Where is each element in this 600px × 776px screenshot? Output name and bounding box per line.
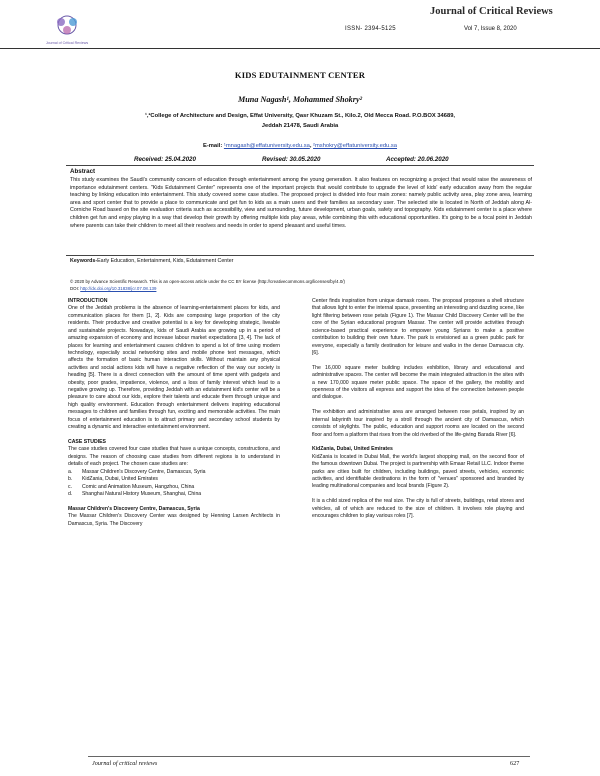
- email-link-2[interactable]: ²mshokry@effatuniversity.edu.sa: [313, 143, 398, 149]
- kidzania-paragraph-2: It is a child sized replica of the real size. The city is full of streets, buildings, retail stores and vehicles, all of which are reduced to the size of children. It involves role playing and encourages children to play various roles [7].: [312, 498, 524, 520]
- footer-divider: [88, 756, 530, 757]
- keywords-list: Early Education, Entertainment, Kids, Edutainment Center: [97, 258, 234, 264]
- left-column: [68, 298, 280, 528]
- kidzania-paragraph-1: KidZania is located in Dubai Mall, the world's largest shopping mall, on the second floor of the famous downtown Dubai. The project is partnership with Emaar Retail LLC. Indoor theme parks are cities built for children, including buildings, paved streets, vehicles, economic activities, and identifiable destinations in the form of "venues" sponsored and branded by leading multinational companies and local brands (Figure 2).: [312, 453, 524, 490]
- list-item: d. Shanghai Natural History Museum, Shanghai, China: [68, 490, 202, 497]
- introduction-heading: INTRODUCTION: [68, 298, 108, 304]
- received-date: Received: 25.04.2020: [134, 156, 196, 163]
- right-column: [312, 298, 524, 521]
- journal-logo-graphic: [44, 10, 90, 48]
- email-link-1[interactable]: ¹mnagash@effatuniversity.edu.sa: [223, 143, 310, 149]
- page-number: 627: [510, 760, 520, 767]
- massar-heading: Massar Children's Discovery Centre, Damascus, Syria: [68, 505, 200, 512]
- list-item: c. Comic and Animation Museum, Hangzhou, China: [68, 483, 195, 490]
- massar-text: The Massar Children's Discovery Center was designed by Henning Larsen Architects in Damascus, Syria. The Discovery: [68, 513, 280, 527]
- footer-journal-name: Journal of critical reviews: [92, 760, 158, 767]
- doi-label: DOI:: [70, 285, 81, 291]
- massar-paragraph-1: Center finds inspiration from unique damask roses. The proposal proposes a shell structure that allows light to enter the internal space, presenting an interesting and dazzling scene, like light filtering between rose petals (Figure 1). The Massar Child Discovery Center will be the core of the Syrian educational program Massar. The center will provide activities through science-based practical experience to empower young Syrians to make a positive contribution to building their own future. The park is envisioned as a green public park for everyone, especially a family destination for leisure and walks in the dense Damascus city. [6].: [312, 298, 524, 356]
- journal-logo: [44, 10, 90, 48]
- license-line: © 2020 by Advance Scientific Research. This is an open-access article under the CC BY license (http://creativecommons.org/licenses/by/4.0/): [70, 279, 345, 284]
- list-item: a. Massar Children's Discovery Centre, Damascus, Syria: [68, 468, 206, 475]
- paper-title: KIDS EDUTAINMENT CENTER: [234, 70, 366, 80]
- list-item: b. KidZania, Dubai, United Emirates: [68, 476, 159, 483]
- authors: Muna Nagash¹, Mohammed Shokry²: [237, 95, 363, 104]
- massar-paragraph-3: The exhibition and administrative area are arranged between rose petals, inspired by an internal labyrinth tour inspired by a stroll through the ancient city of Damascus, which consists of skylights. The public, education and support rooms are located on the second floor and form a platform that rises from the old riverbed of the life-giving Barada River [6].: [312, 409, 524, 438]
- case-study-list: [68, 469, 280, 499]
- abstract-text: This study examines the Saudi's community concern of education through entertainment among the young generation. It also features on recognizing a project that would raise the awareness of importance edutainment centers. "Kids Edutainment Center" represents one of the important projects that would contribute to upgrade the level of kids' early education away from the regular teaching by linking education into entertainment. This study covered some case studies. The proposed project is divided into four main zones: namely public activity area, play zone area, learning area and sport center that to provide a place to communicate and get fun to kids as a main users and their families as secondary user. The selected site is located in North of Jeddah along Al-Corniche Road based on the site evaluation criteria such as accessibility, view and surrounding, future development, urban goals, safety and topography. Kids edutainment center is a place where children get fun and enjoy playing in a way that develop their growth by offering multiple kids play areas, while combining this with educational opportunities. It's going to be a focal point in Jeddah where parents can take their children to meet all their resolves and needs in order to spend pleasant and useful times.: [70, 177, 532, 229]
- doi-link[interactable]: http://dx.doi.org/10.31838/jcr.07.08.139: [80, 285, 157, 291]
- keywords: [70, 258, 233, 264]
- affiliation-line-2: Jeddah 21478, Saudi Arabia: [261, 123, 339, 129]
- issn: ISSN- 2394-5125: [345, 26, 396, 32]
- case-studies-heading: CASE STUDIES: [68, 438, 106, 445]
- logo-caption: Journal of Critical Reviews: [45, 41, 89, 45]
- affiliation-line-1: ¹,²College of Architecture and Design, Effat University, Qasr Khuzam St., Kilo.2, Old Mecca Road. P.O.BOX 34689,: [144, 113, 456, 119]
- kidzania-heading: KidZania, Dubai, United Emirates: [312, 446, 393, 453]
- accepted-date: Accepted: 20.06.2020: [386, 156, 449, 163]
- journal-title: Journal of Critical Reviews: [430, 6, 553, 17]
- keywords-label: Keywords-: [70, 258, 98, 264]
- volume-issue: Vol 7, Issue 8, 2020: [464, 26, 517, 32]
- header-divider: [0, 48, 600, 49]
- doi-line: [70, 286, 532, 293]
- introduction-text: One of the Jeddah problems is the absence of learning-entertainment places for kids, and communication places for them [1, 2]. Kids are composing large proportion of the city residents. Their productive and creative potential is a key for developing strategic, liveable and sustainable projects. Nowadays, kids of Saudi Arabia are growing up in a period of amazing expansion of economy and increase labour market expectations [3, 4]. The lack of places for learning and entertainment causes children to spend a lot of time using modern technology, especially social networking sites and mobile phone text messages, which affects the formation of basic human interaction skills. Without maintain any physical activities and social actions kids will have a negative reflection of the way our society is heading [5]. There is a direct connection with the amount of time spent with gadgets and obesity, poor grades, impatience, violence, and a loss of family interest which lead to a negative growing up. Therefore, providing Jeddah with an edutainment kid's center will be a pleasure to care about our kids, explore their talents and educate them through unique and high quality environment. Education through entertainment delivers inspiring educational messages to children and families through fun, exciting and memorable activities. The main focus of entertainment education is to attract primary and secondary school students by creating a dynamic and interactive entertainment environment.: [68, 305, 280, 431]
- author-emails: E-mail: ¹mnagash@effatuniversity.edu.sa, ²mshokry@effatuniversity.edu.sa: [202, 143, 398, 149]
- case-studies-text: The case studies covered four case studies that have a unique concepts, constructions, and designs. The reason of choosing case studies from different regions is to understand in details of each project. The chosen case studies are:: [68, 446, 280, 468]
- revised-date: Revised: 30.05.2020: [262, 156, 321, 163]
- massar-paragraph-2: The 16,000 square meter building includes exhibition, library and educational and administrative spaces. The center will become the main integrated attraction in the sites with a new 170,000 square meter public space. The space of the gallery, the mobility and openness of the visitors all express and support the idea of the connection between people and dialogue.: [312, 364, 524, 401]
- email-label: E-mail:: [202, 143, 224, 149]
- abstract-heading: Abstract: [70, 168, 96, 175]
- copyright-notice: [70, 279, 532, 292]
